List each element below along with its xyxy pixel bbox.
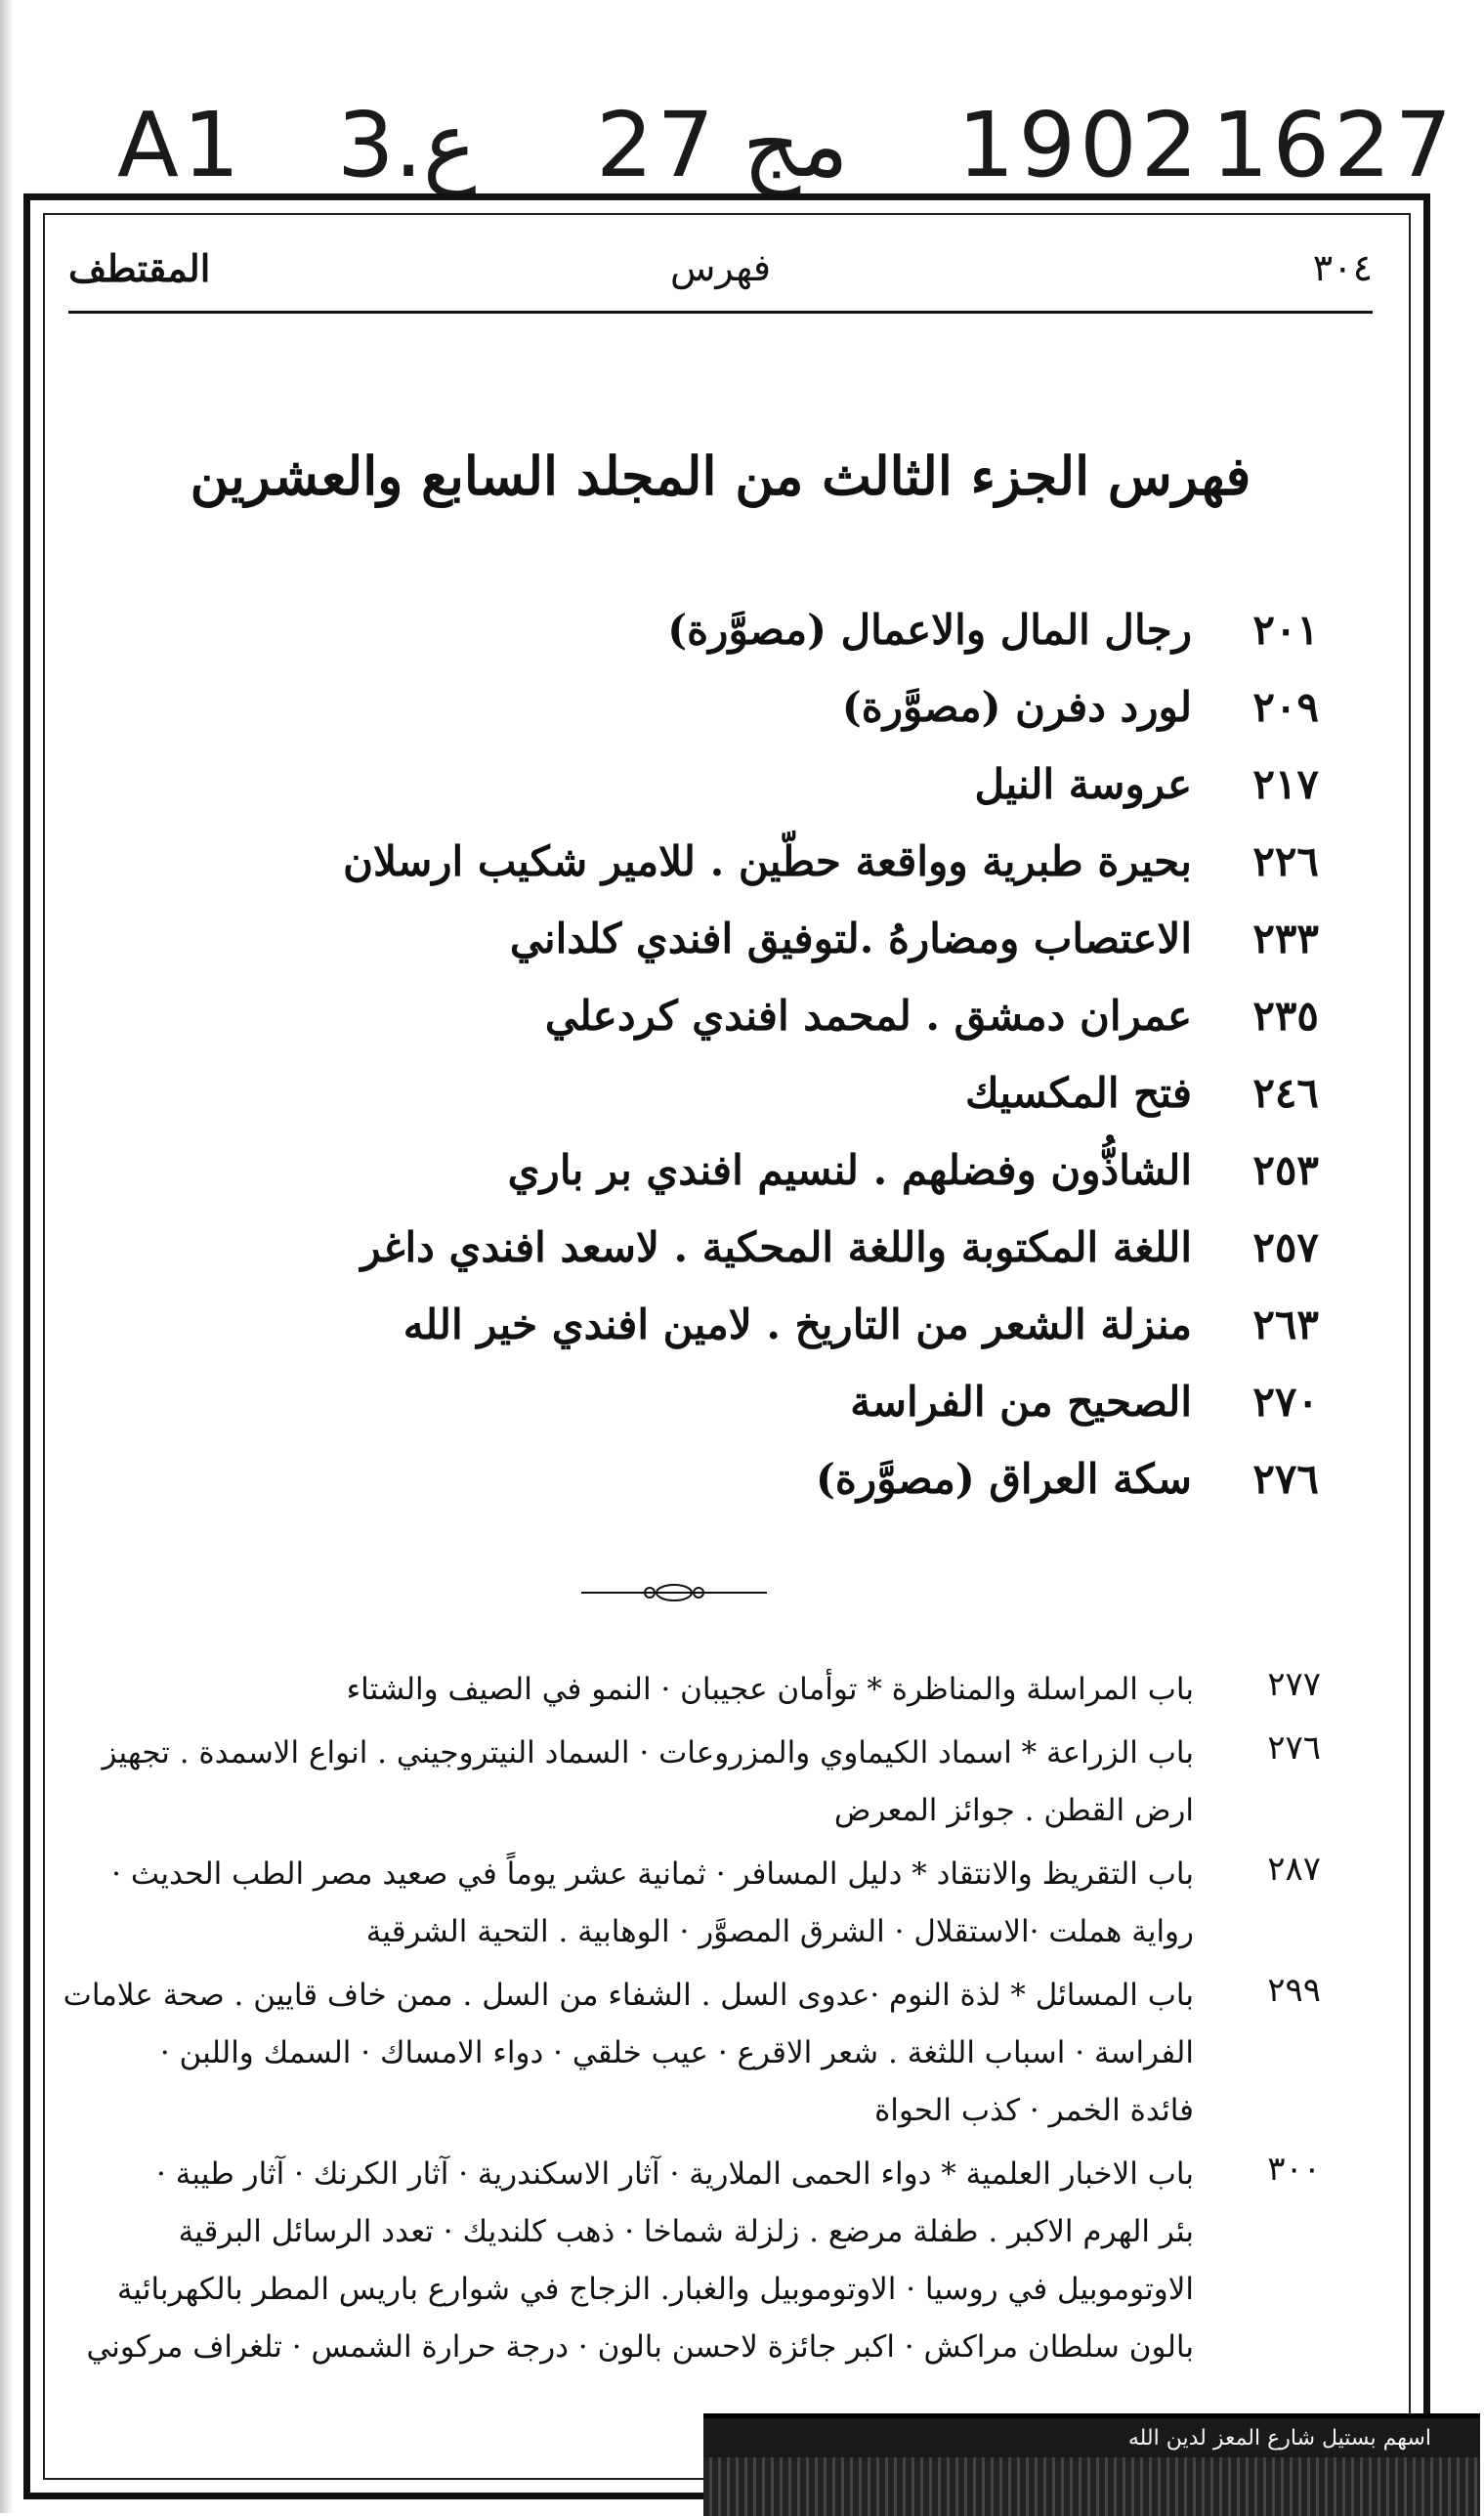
handwritten-e: 1902 [957,93,1203,197]
contents-row [293,1146,1319,1223]
contents-title: لورد دفرن (مصوَّرة) [841,683,1192,731]
departments-list [61,1661,1321,2382]
department-line: بئر الهرم الاكبر . طفلة مرضع . زلزلة شماخا · ذهب كلنديك · تعدد الرسائل البرقية [178,2214,1194,2249]
department-entry [61,1725,1321,1840]
contents-page: ٢٦٣ [1252,1301,1319,1348]
contents-title: عروسة النيل [974,760,1192,808]
department-page: ٢٩٩ [1267,1971,1321,2010]
library-stamp [703,2413,1480,2516]
department-line: باب الزراعة * اسماد الكيماوي والمزروعات · السماد النيتروجيني . انواع الاسمدة . تجهيز [102,1735,1194,1770]
contents-page: ٢٥٣ [1252,1146,1319,1194]
contents-row [293,992,1319,1069]
contents-row [293,760,1319,837]
contents-title: اللغة المكتوبة واللغة المحكية . لاسعد افندي داغر [360,1223,1192,1271]
contents-row [293,1069,1319,1146]
contents-title: فتح المكسيك [965,1069,1192,1117]
department-entry [61,1846,1321,1961]
contents-list [293,606,1319,1532]
contents-page: ٢٢٦ [1252,837,1319,885]
handwritten-f: 1627 [1211,93,1457,197]
department-line: رواية هملت ·الاستقلال · الشرق المصوَّر · الوهابية . التحية الشرقية [365,1914,1194,1949]
contents-row [293,1223,1319,1301]
department-line: باب الاخبار العلمية * دواء الحمى الملارية · آثار الاسكندرية · آثار الكرنك · آثار طيبة · [156,2156,1194,2192]
department-line: باب التقريظ والانتقاد * دليل المسافر · ثمانية عشر يوماً في صعيد مصر الطب الحديث · [111,1856,1194,1892]
contents-page: ٢١٧ [1252,760,1319,808]
department-line: ارض القطن . جوائز المعرض [833,1793,1194,1828]
contents-title: بحيرة طبرية وواقعة حطّين . للامير شكيب ارسلان [343,837,1192,885]
contents-page: ٢٧٦ [1252,1455,1319,1503]
contents-row [293,915,1319,992]
contents-page: ٢٠١ [1252,606,1319,654]
journal-name: المقتطف [68,246,211,290]
department-page: ٢٧٧ [1267,1665,1321,1704]
contents-row [293,606,1319,683]
ornament-divider [581,1578,767,1607]
department-line: فائدة الخمر · كذب الحواة [874,2093,1194,2128]
contents-row [293,1301,1319,1378]
department-line: الفراسة · اسباب اللثغة . شعر الاقرع · عيب خلقي · دواء الامساك · السمك واللبن · [159,2035,1194,2070]
contents-page: ٢٤٦ [1252,1069,1319,1117]
contents-row [293,1455,1319,1532]
contents-title: الشاذُّون وفضلهم . لنسيم افندي بر باري [507,1146,1192,1194]
handwritten-a: A1 [117,93,244,197]
contents-row [293,837,1319,915]
contents-page: ٢٧٠ [1252,1378,1319,1426]
department-line: باب المراسلة والمناظرة * توأمان عجيبان · النمو في الصيف والشتاء [346,1672,1194,1707]
handwritten-shelf-mark [117,93,1457,200]
department-page: ٢٨٧ [1267,1850,1321,1889]
page-title: فهرس الجزء الثالث من المجلد السابع والعشرين [190,445,1251,507]
handwritten-c: 27 [596,93,719,197]
contents-page: ٢٣٣ [1252,915,1319,962]
department-line: بالون سلطان مراكش · اكبر جائزة لاحسن بالون · درجة حرارة الشمس · تلغراف مركوني [86,2329,1194,2365]
department-page: ٢٧٦ [1267,1728,1321,1768]
contents-page: ٢٣٥ [1252,992,1319,1040]
contents-title: الاعتصاب ومضارهُ .لتوفيق افندي كلداني [509,915,1192,962]
department-line: الاوتوموبيل في روسيا · الاوتوموبيل والغبار. الزجاج في شوارع باريس المطر بالكهربائية [116,2272,1194,2307]
running-header [68,233,1373,314]
page-number: ٣٠٤ [1312,246,1373,289]
contents-row [293,683,1319,760]
contents-row [293,1378,1319,1455]
department-entry [61,1967,1321,2140]
department-entry [61,1661,1321,1719]
department-entry [61,2146,1321,2376]
department-line: باب المسائل * لذة النوم ·عدوى السل . الشفاء من السل . ممن خاف قايين . صحة علامات [63,1978,1194,2013]
scan-edge [0,0,14,2513]
contents-title: عمران دمشق . لمحمد افندي كردعلي [544,992,1192,1040]
handwritten-d: مج [742,93,849,197]
contents-title: منزلة الشعر من التاريخ . لامين افندي خير الله [403,1301,1192,1348]
contents-title: سكة العراق (مصوَّرة) [816,1455,1192,1503]
stamp-box [703,2457,1480,2516]
contents-title: رجال المال والاعمال (مصوَّرة) [667,606,1192,654]
contents-page: ٢٠٩ [1252,683,1319,731]
contents-title: الصحيح من الفراسة [850,1378,1192,1426]
handwritten-b: 3.ع [337,93,477,197]
stamp-text: اسهم بستيل شارع المعز لدين الله [1127,2426,1431,2451]
section-title: فهرس [669,246,772,289]
contents-page: ٢٥٧ [1252,1223,1319,1271]
department-page: ٣٠٠ [1267,2150,1321,2189]
